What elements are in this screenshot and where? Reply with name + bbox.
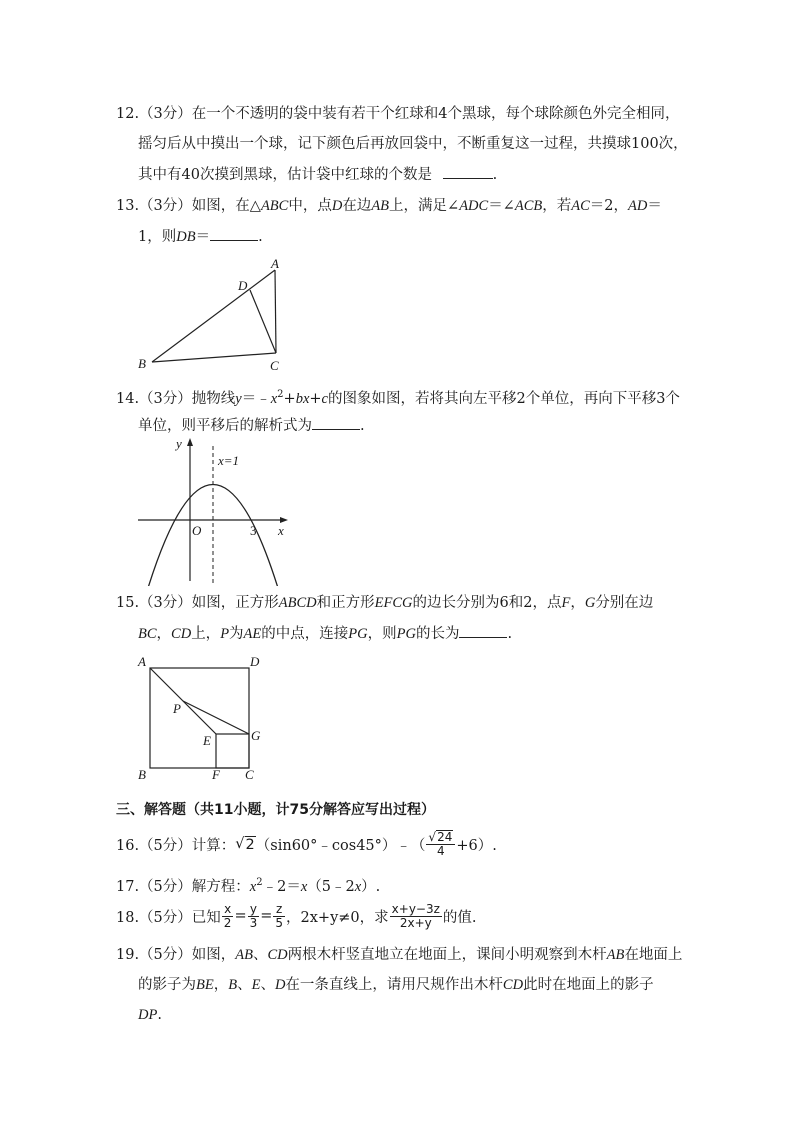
q13-label-d: D [238, 278, 248, 293]
q19-l2e: 在一条直线上，请用尺规作出木杆 [285, 977, 503, 993]
q19-ab: AB [235, 947, 254, 963]
q18-end: 的值. [442, 909, 477, 926]
q15-t7: 为 [229, 626, 244, 642]
q16-line [116, 826, 497, 862]
q15-abcd: ABCD [278, 595, 317, 611]
q17-x3: x [354, 878, 362, 895]
q16-mid: （sin60°﹣cos45°）﹣（ [255, 837, 426, 854]
q14-label-origin: O [192, 523, 202, 538]
q15-segment-pg [183, 701, 249, 734]
q14-answer-blank[interactable] [312, 415, 360, 430]
q13-acb: ACB [514, 198, 543, 214]
q14-parabola-figure [130, 436, 300, 586]
q14-y-axis-arrow [187, 438, 193, 446]
q15-cd: CD [171, 626, 192, 642]
q19-dp: DP [138, 1007, 158, 1023]
q15-label-g: G [251, 728, 261, 743]
q14-line2-text: 单位，则平移后的解析式为 [138, 418, 312, 434]
q19-l2d: 、 [260, 977, 275, 993]
q17-sup: 2 [256, 877, 263, 888]
q14-label-3: 3 [250, 523, 257, 538]
q14-end: . [360, 418, 365, 434]
q15-g: G [584, 595, 596, 611]
q19-d: D [274, 977, 286, 993]
q15-square-efcg [216, 734, 249, 768]
q15-label-p: P [173, 701, 181, 716]
q12-line-3 [138, 164, 497, 185]
q19-l2c: 、 [237, 977, 252, 993]
q14-prefix: 14.（3分）抛物线 [116, 390, 236, 407]
q15-t2: 的边长分别为6和2，点 [412, 595, 562, 611]
q15-label-d: D [250, 654, 260, 669]
q13-ad: AD [628, 198, 648, 214]
q15-t8: 的中点，连接 [261, 626, 349, 642]
q15-f: F [561, 595, 571, 611]
q18-frac-z-den: 5 [275, 915, 284, 930]
q15-line-1 [116, 593, 653, 613]
q19-t2: 两根木杆竖直地立在地面上，课间小明观察到木杆 [287, 947, 607, 963]
q15-ae: AE [243, 626, 262, 642]
section-3-title: 三、解答题（共11小题，计75分解答应写出过程） [116, 802, 435, 818]
q13-side-ac [275, 270, 276, 353]
q15-efcg: EFCG [374, 595, 413, 611]
q19-line-1 [116, 945, 682, 965]
q15-label-f: F [212, 767, 220, 782]
q18-frac-x-num: x [222, 903, 234, 917]
q13-d: D [331, 198, 343, 214]
q15-t5: ， [156, 626, 172, 642]
q16-fraction: $\frac{√24}{4}$ [426, 830, 455, 858]
q15-t6: 上， [191, 626, 221, 642]
q15-t3: ， [570, 595, 585, 611]
q18-frac-y [248, 903, 260, 930]
q18-frac-z-num: z [273, 903, 285, 917]
q13-side-ab [152, 270, 275, 362]
q15-pg2: PG [396, 626, 416, 642]
q18-frac-y-den: 3 [249, 915, 258, 930]
q18-eq1: = [234, 908, 247, 924]
q13-answer-blank[interactable] [210, 226, 258, 241]
q17-x1: x [249, 878, 257, 895]
q15-pg: PG [348, 626, 368, 642]
q19-cd2: CD [502, 977, 524, 993]
q13-prefix: 13.（3分）如图，在△ [116, 198, 261, 214]
q13-t7: ＝ [647, 198, 662, 214]
q15-t4: 分别在边 [595, 595, 654, 611]
q14-label-x: x [278, 523, 284, 538]
q13-eq: ＝ [195, 229, 211, 245]
q15-label-a: A [138, 654, 146, 669]
q14-y: y [235, 390, 242, 407]
q14-line-1 [116, 385, 680, 409]
q18-prefix: 18.（5分）已知 [116, 909, 221, 926]
q19-cd: CD [267, 947, 288, 963]
q12-end: . [492, 167, 498, 183]
q13-label-b: B [138, 356, 146, 371]
q13-ac: AC [571, 198, 590, 214]
q14-parabola-curve [148, 485, 278, 587]
q14-bx: bx [295, 390, 310, 407]
q13-line-1 [116, 196, 662, 216]
q16-sqrt-symbol: √ [235, 836, 245, 852]
q17-paren: （5﹣2 [307, 878, 355, 895]
q19-be: BE [196, 977, 214, 993]
q14-x: x [270, 390, 278, 407]
q14-eq: ＝﹣ [241, 390, 271, 407]
q13-side-bc [152, 353, 276, 362]
q18-frac-expr-num: x+y−3z [391, 901, 440, 916]
q18-frac-expr-den: 2x+y [399, 915, 432, 930]
q12-line-1: 12.（3分）在一个不透明的袋中装有若干个红球和4个黑球，每个球除颜色外完全相同， [116, 106, 680, 122]
q18-frac-expr [390, 903, 442, 930]
q13-ab: AB [371, 198, 390, 214]
q19-e: E [251, 977, 261, 993]
q19-l2b: ， [213, 977, 229, 993]
q18-line [116, 898, 477, 934]
q15-t9: ，则 [367, 626, 397, 642]
q15-answer-blank[interactable] [459, 623, 507, 638]
q12-answer-blank[interactable] [443, 164, 493, 179]
q13-label-a: A [271, 256, 279, 271]
q14-c: c [321, 390, 328, 407]
q18-frac-y-num: y [248, 903, 260, 917]
q16-frac-den: 4 [437, 844, 445, 858]
q18-eq2: = [260, 908, 273, 924]
q19-t1: 、 [253, 947, 268, 963]
q12-line-2: 摇匀后从中摸出一个球，记下颜色后再放回袋中，不断重复这一过程，共摸球100次， [138, 136, 688, 152]
q16-tail: +6）. [456, 837, 497, 854]
q14-label-y: y [176, 436, 182, 451]
q15-bc: BC [138, 626, 157, 642]
q13-db: DB [176, 229, 196, 245]
q14-line-2 [138, 415, 365, 436]
q13-line-2 [138, 226, 263, 247]
q15-label-c: C [245, 767, 254, 782]
q18-frac-z [273, 903, 285, 930]
q19-line-2 [138, 975, 654, 995]
q15-prefix: 15.（3分）如图，正方形 [116, 595, 279, 611]
q13-end: . [258, 229, 263, 245]
q14-plus1: + [283, 390, 296, 407]
q15-label-b: B [138, 767, 146, 782]
q15-line-2 [138, 623, 512, 644]
q18-cond: ，2x+y≠0，求 [286, 909, 389, 926]
q14-label-axis: x=1 [218, 453, 240, 468]
q14-rest: 的图象如图，若将其向左平移2个单位，再向下平移3个 [327, 390, 680, 407]
q13-t2: 在边 [342, 198, 372, 214]
q15-end: . [507, 626, 513, 642]
q13-t4: ＝∠ [488, 198, 515, 214]
q13-adc: ADC [459, 198, 489, 214]
q13-abc: ABC [260, 198, 289, 214]
q17-end: ）. [361, 878, 381, 895]
q14-sup: 2 [277, 389, 284, 400]
q12-text: 其中有40次摸到黑球，估计袋中红球的个数是 [138, 167, 432, 183]
q13-t5: ，若 [542, 198, 572, 214]
q15-squares-figure [132, 652, 272, 784]
q13-label-c: C [270, 358, 279, 373]
q17-prefix: 17.（5分）解方程： [116, 878, 250, 895]
q17-mid: ﹣2＝ [262, 878, 301, 895]
q15-t1: 和正方形 [316, 595, 375, 611]
q19-l2f: 此时在地面上的影子 [523, 977, 654, 993]
q19-ab2: AB [606, 947, 625, 963]
q13-t3: 上，满足∠ [389, 198, 460, 214]
q16-prefix: 16.（5分）计算： [116, 837, 236, 854]
q19-prefix: 19.（5分）如图， [116, 947, 236, 963]
q16-frac-num: 24 [437, 830, 453, 844]
q15-t10: 的长为 [415, 626, 460, 642]
q17-x2: x [300, 878, 308, 895]
q18-frac-x-den: 2 [223, 915, 232, 930]
q14-plus2: + [309, 390, 322, 407]
q19-b: B [228, 977, 238, 993]
q13-t6: ＝2， [589, 198, 628, 214]
q19-end: . [157, 1007, 162, 1023]
q13-triangle-figure [130, 252, 300, 376]
q17-line [116, 873, 380, 897]
q19-l2a: 的影子为 [138, 977, 196, 993]
q18-frac-x [222, 903, 234, 930]
q16-sqrt-2: 2 [245, 836, 255, 853]
q13-segment-dc [250, 290, 276, 353]
q15-p: P [220, 626, 230, 642]
q19-t3: 在地面上 [624, 947, 683, 963]
q19-line-3 [138, 1005, 162, 1025]
q15-label-e: E [203, 733, 211, 748]
q13-t1: 中，点 [288, 198, 332, 214]
q13-line2a: 1，则 [138, 229, 177, 245]
